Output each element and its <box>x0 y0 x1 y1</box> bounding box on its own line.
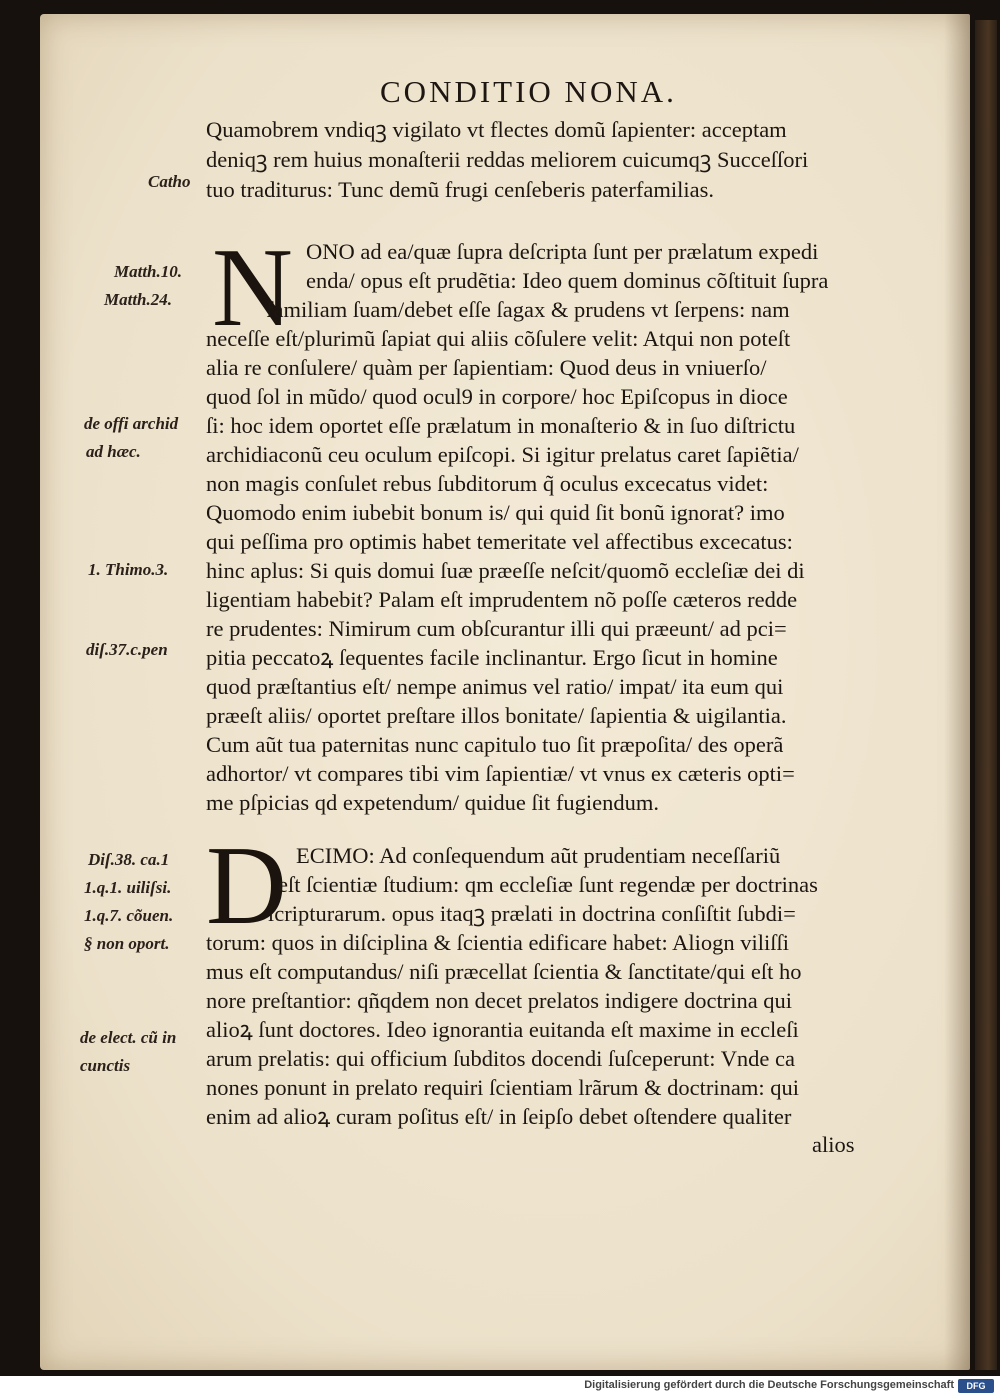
marginal-note: de offi archid <box>84 414 179 433</box>
nono-line: pitia peccatoꝝ ſequentes facile inclinantur. Ergo ſicut in homine <box>206 645 778 670</box>
decimo-line: nore preſtantior: qñqdem non decet prelatos indigere doctrina qui <box>206 988 793 1013</box>
nono-line: archidiaconũ ceu oculum epiſcopi. Si igitur prelatus caret ſapiẽtia/ <box>206 442 799 467</box>
decimo-line: eſt ſcientiæ ſtudium: qm eccleſiæ ſunt regendæ per doctrinas <box>278 872 818 897</box>
nono-line: præeſt aliis/ oportet preſtare illos bonitate/ ſapientia & uigilantia. <box>206 703 787 728</box>
catchword: alios <box>812 1132 855 1157</box>
marginal-note: cunctis <box>80 1056 131 1075</box>
nono-line: qui peſſima pro optimis habet temeritate vel affectibus excecatus: <box>206 529 793 554</box>
marginal-note: 1.q.7. cõuen. <box>84 906 174 925</box>
nono-line: ligentiam habebit? Palam eſt imprudentem nõ poſſe cæteros redde <box>206 587 798 612</box>
nono-line: quod ſol in mũdo/ quod ocul9 in corpore/ hoc Epiſcopus in dioce <box>206 384 788 409</box>
decimo-line: nones ponunt in prelato requiri ſcientiam lrãrum & doctrinam: qui <box>206 1075 799 1100</box>
dropcap-n: N <box>212 226 293 350</box>
decimo-line: ECIMO: Ad conſequendum aũt prudentiam neceſſariũ <box>296 843 781 868</box>
decimo-line: enim ad alioꝝ curam poſitus eſt/ in ſeipſo debet oſtendere qualiter <box>206 1104 792 1129</box>
nono-line: non magis conſulet rebus ſubditorum q̃ oculus excecatus videt: <box>206 471 769 496</box>
nono-line: ONO ad ea/quæ ſupra deſcripta ſunt per prælatum expedi <box>306 239 819 264</box>
digitization-credit: Digitalisierung gefördert durch die Deutsche Forschungsgemeinschaft <box>584 1379 954 1391</box>
nono-line: neceſſe eſt/plurimũ ſapiat qui aliis cõſulere velit: Atqui non poteſt <box>206 326 791 351</box>
nono-line: hinc aplus: Si quis domui ſuæ præeſſe neſcit/quomõ eccleſiæ dei di <box>206 558 805 583</box>
nono-line: alia re conſulere/ quàm per ſapientiam: Quod deus in vniuerſo/ <box>206 355 767 380</box>
intro-line: tuo traditurus: Tunc demũ frugi cenſeberis paterfamilias. <box>206 177 715 202</box>
nono-line: enda/ opus eſt prudẽtia: Ideo quem dominus cõſtituit ſupra <box>306 268 829 293</box>
page-gutter-shadow <box>944 14 970 1370</box>
dropcap-d: D <box>206 824 287 948</box>
intro-line: Quamobrem vndiqꝫ vigilato vt flectes domũ ſapienter: acceptam <box>206 117 787 142</box>
nono-line: me pſpicias qd expetendum/ quidue ſit fugiendum. <box>206 790 660 815</box>
marginal-note: Catho <box>148 172 191 191</box>
marginal-note: § non oport. <box>84 934 170 953</box>
nono-line: familiam ſuam/debet eſſe ſagax & prudens vt ſerpens: nam <box>266 297 790 322</box>
nono-line: Quomodo enim iubebit bonum is/ qui quid ſit bonũ ignorat? imo <box>206 500 785 525</box>
marginal-note: de elect. cũ in <box>80 1028 177 1047</box>
marginal-note: ad hæc. <box>86 442 141 461</box>
marginal-note: Matth.24. <box>104 290 173 309</box>
decimo-line: torum: quos in diſciplina & ſcientia edificare habet: Aliogn viliſſi <box>206 930 790 955</box>
dfg-logo: DFG <box>958 1379 994 1393</box>
book-edge <box>975 20 997 1370</box>
decimo-line: ſcripturarum. opus itaqꝫ prælati in doctrina conſiſtit ſubdi= <box>268 901 796 926</box>
nono-line: Cum aũt tua paternitas nunc capitulo tuo ſit præpoſita/ des operã <box>206 732 784 757</box>
marginal-note: Matth.10. <box>114 262 183 281</box>
marginal-note: diſ.37.c.pen <box>86 640 168 659</box>
decimo-line: alioꝝ ſunt doctores. Ideo ignorantia euitanda eſt maxime in eccleſi <box>206 1017 799 1042</box>
decimo-line: arum prelatis: qui officium ſubditos docendi ſuſceperunt: Vnde ca <box>206 1046 796 1071</box>
nono-line: quod præſtantius eſt/ nempe animus vel ratio/ impat/ ita eum qui <box>206 674 784 699</box>
marginal-note: 1. Thimo.3. <box>88 560 169 579</box>
nono-line: ſi: hoc idem oportet eſſe prælatum in monaſterio & in ſuo diſtrictu <box>206 413 796 438</box>
nono-line: re prudentes: Nimirum cum obſcurantur illi qui præeunt/ ad pci= <box>206 616 787 641</box>
decimo-line: mus eſt computandus/ niſi præcellat ſcientia & ſanctitate/qui eſt ho <box>206 959 802 984</box>
nono-line: adhortor/ vt compares tibi vim ſapientiæ/ vt vnus ex cæteris opti= <box>206 761 795 786</box>
marginal-note: 1.q.1. uiliſsi. <box>84 878 172 897</box>
marginal-note: Diſ.38. ca.1 <box>88 850 170 869</box>
running-head: CONDITIO NONA. <box>380 74 677 109</box>
intro-line: deniqꝫ rem huius monaſterii reddas meliorem cuicumqꝫ Succeſſori <box>206 147 809 172</box>
